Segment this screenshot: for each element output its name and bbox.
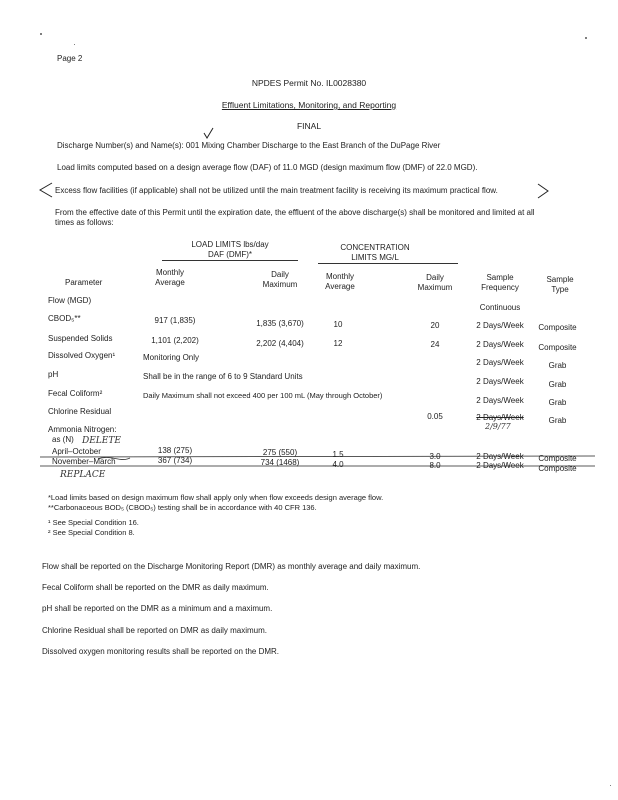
table-row-flow-param: Flow (MGD) <box>48 296 92 305</box>
table-row-tss-load-daily: 2,202 (4,404) <box>256 339 304 348</box>
table-row-tss-conc-daily: 24 <box>430 340 440 349</box>
table-row-do-frequency: 2 Days/Week <box>476 358 524 367</box>
ammonia-november-label: November–March <box>52 457 116 466</box>
table-row-ph-param: pH <box>48 370 59 379</box>
col-frequency-1: Sample <box>486 273 514 282</box>
table-row-ph-type: Grab <box>548 380 567 389</box>
reporting-note-1: Flow shall be reported on the Discharge Monitoring Report (DMR) as monthly average and daily maximum. <box>42 562 421 571</box>
table-row-fecal-note: Daily Maximum shall not exceed 400 per 100 mL (May through October) <box>143 391 383 400</box>
table-row-cbod-conc-monthly: 10 <box>333 320 343 329</box>
col-load-monthly-2: Average <box>155 278 185 287</box>
table-row-ph-frequency: 2 Days/Week <box>476 377 524 386</box>
ammonia-label-2: as (N) <box>52 435 74 444</box>
ammonia-april-conc-daily: 3.0 <box>429 452 441 461</box>
table-row-flow-frequency: Continuous <box>479 303 521 312</box>
concentration-subheader: LIMITS MG/L <box>351 253 399 262</box>
table-row-tss-conc-monthly: 12 <box>333 339 343 348</box>
ammonia-april-frequency: 2 Days/Week <box>476 452 524 461</box>
status-label: FINAL <box>296 121 322 131</box>
table-row-chlorine-frequency: 2 Days/Week <box>476 413 524 422</box>
ammonia-april-load-daily: 275 (550) <box>262 448 298 457</box>
page-label: Page 2 <box>57 54 83 63</box>
intro-line-1: From the effective date of this Permit until the expiration date, the effluent of the above discharge(s) shall be monitored and limited at all <box>55 208 535 217</box>
reporting-note-3: pH shall be reported on the DMR as a minimum and a maximum. <box>42 604 273 613</box>
table-row-cbod-frequency: 2 Days/Week <box>476 321 524 330</box>
excess-flow-note: Excess flow facilities (if applicable) shall not be utilized until the main treatment facility is receiving its maximum practical flow. <box>55 186 498 195</box>
handwritten-replace: REPLACE <box>60 470 106 480</box>
table-row-cbod-type: Composite <box>538 323 577 332</box>
ammonia-april-conc-monthly: 1.5 <box>332 450 344 459</box>
table-row-do-param: Dissolved Oxygen¹ <box>48 351 116 360</box>
footnote-4: ² See Special Condition 8. <box>48 528 135 537</box>
table-row-cbod-param: CBOD₅** <box>48 314 81 323</box>
load-basis: Load limits computed based on a design average flow (DAF) of 11.0 MGD (design maximum flow (DMF) of 22.0 MGD). <box>57 163 478 172</box>
section-title: Effluent Limitations, Monitoring, and Reporting <box>221 100 397 110</box>
footnote-2: **Carbonaceous BOD₅ (CBOD₅) testing shall be in accordance with 40 CFR 136. <box>48 503 317 512</box>
checkmark-icon <box>204 128 213 138</box>
footnote-1: *Load limits based on design maximum flow shall apply only when flow exceeds design average flow. <box>48 493 384 502</box>
col-load-monthly-1: Monthly <box>155 268 184 277</box>
col-frequency-2: Frequency <box>481 283 519 292</box>
ammonia-november-type: Composite <box>538 464 577 473</box>
table-row-cbod-load-daily: 1,835 (3,670) <box>256 319 304 328</box>
ammonia-november-conc-monthly: 4.0 <box>332 460 344 469</box>
reporting-note-5: Dissolved oxygen monitoring results shall be reported on the DMR. <box>42 647 280 656</box>
table-row-fecal-frequency: 2 Days/Week <box>476 396 524 405</box>
ammonia-november-load-daily: 734 (1468) <box>260 458 300 467</box>
table-row-ph-note: Shall be in the range of 6 to 9 Standard Units <box>143 372 303 381</box>
table-row-chlorine-param: Chlorine Residual <box>48 407 112 416</box>
handwritten-delete: DELETE <box>82 436 121 446</box>
table-row-chlorine-type: Grab <box>548 416 567 425</box>
table-row-tss-type: Composite <box>538 343 577 352</box>
table-row-fecal-type: Grab <box>548 398 567 407</box>
ammonia-label-1: Ammonia Nitrogen: <box>48 425 117 434</box>
ammonia-november-frequency: 2 Days/Week <box>476 461 524 470</box>
col-load-daily-1: Daily <box>271 270 289 279</box>
col-type-1: Sample <box>546 275 574 284</box>
col-load-daily-2: Maximum <box>262 280 298 289</box>
left-bracket-icon <box>40 183 52 197</box>
footnote-3: ¹ See Special Condition 16. <box>48 518 139 527</box>
table-row-tss-frequency: 2 Days/Week <box>476 340 524 349</box>
load-limits-header: LOAD LIMITS lbs/day <box>191 240 269 249</box>
permit-number: NPDES Permit No. IL0028380 <box>251 78 367 88</box>
ammonia-april-load-monthly: 138 (275) <box>157 446 193 455</box>
reporting-note-2: Fecal Coliform shall be reported on the DMR as daily maximum. <box>42 583 269 592</box>
col-conc-monthly-2: Average <box>325 282 355 291</box>
col-parameter: Parameter <box>65 278 103 287</box>
concentration-header: CONCENTRATION <box>340 243 410 252</box>
col-conc-daily-2: Maximum <box>417 283 453 292</box>
right-bracket-icon <box>538 184 548 198</box>
table-row-do-type: Grab <box>548 361 567 370</box>
table-row-tss-load-monthly: 1,101 (2,202) <box>151 336 199 345</box>
col-type-2: Type <box>551 285 569 294</box>
table-row-chlorine-conc-daily: 0.05 <box>427 412 443 421</box>
handwritten-initials: 2/9/77 <box>485 422 511 431</box>
ammonia-april-label: April–October <box>52 447 101 456</box>
table-row-do-note: Monitoring Only <box>143 353 200 362</box>
discharge-line: Discharge Number(s) and Name(s): 001 Mixing Chamber Discharge to the East Branch of the DuPage River <box>57 141 441 150</box>
ammonia-april-type: Composite <box>538 454 577 463</box>
table-row-cbod-conc-daily: 20 <box>430 321 440 330</box>
ammonia-november-conc-daily: 8.0 <box>429 461 441 470</box>
col-conc-daily-1: Daily <box>426 273 444 282</box>
intro-line-2: times as follows: <box>55 218 114 227</box>
table-row-cbod-load-monthly: 917 (1,835) <box>154 316 196 325</box>
table-row-tss-param: Suspended Solids <box>48 334 113 343</box>
col-conc-monthly-1: Monthly <box>325 272 354 281</box>
load-limits-subheader: DAF (DMF)* <box>208 250 252 259</box>
reporting-note-4: Chlorine Residual shall be reported on DMR as daily maximum. <box>42 626 267 635</box>
table-row-fecal-param: Fecal Coliform² <box>48 389 103 398</box>
ammonia-november-load-monthly: 367 (734) <box>157 456 193 465</box>
